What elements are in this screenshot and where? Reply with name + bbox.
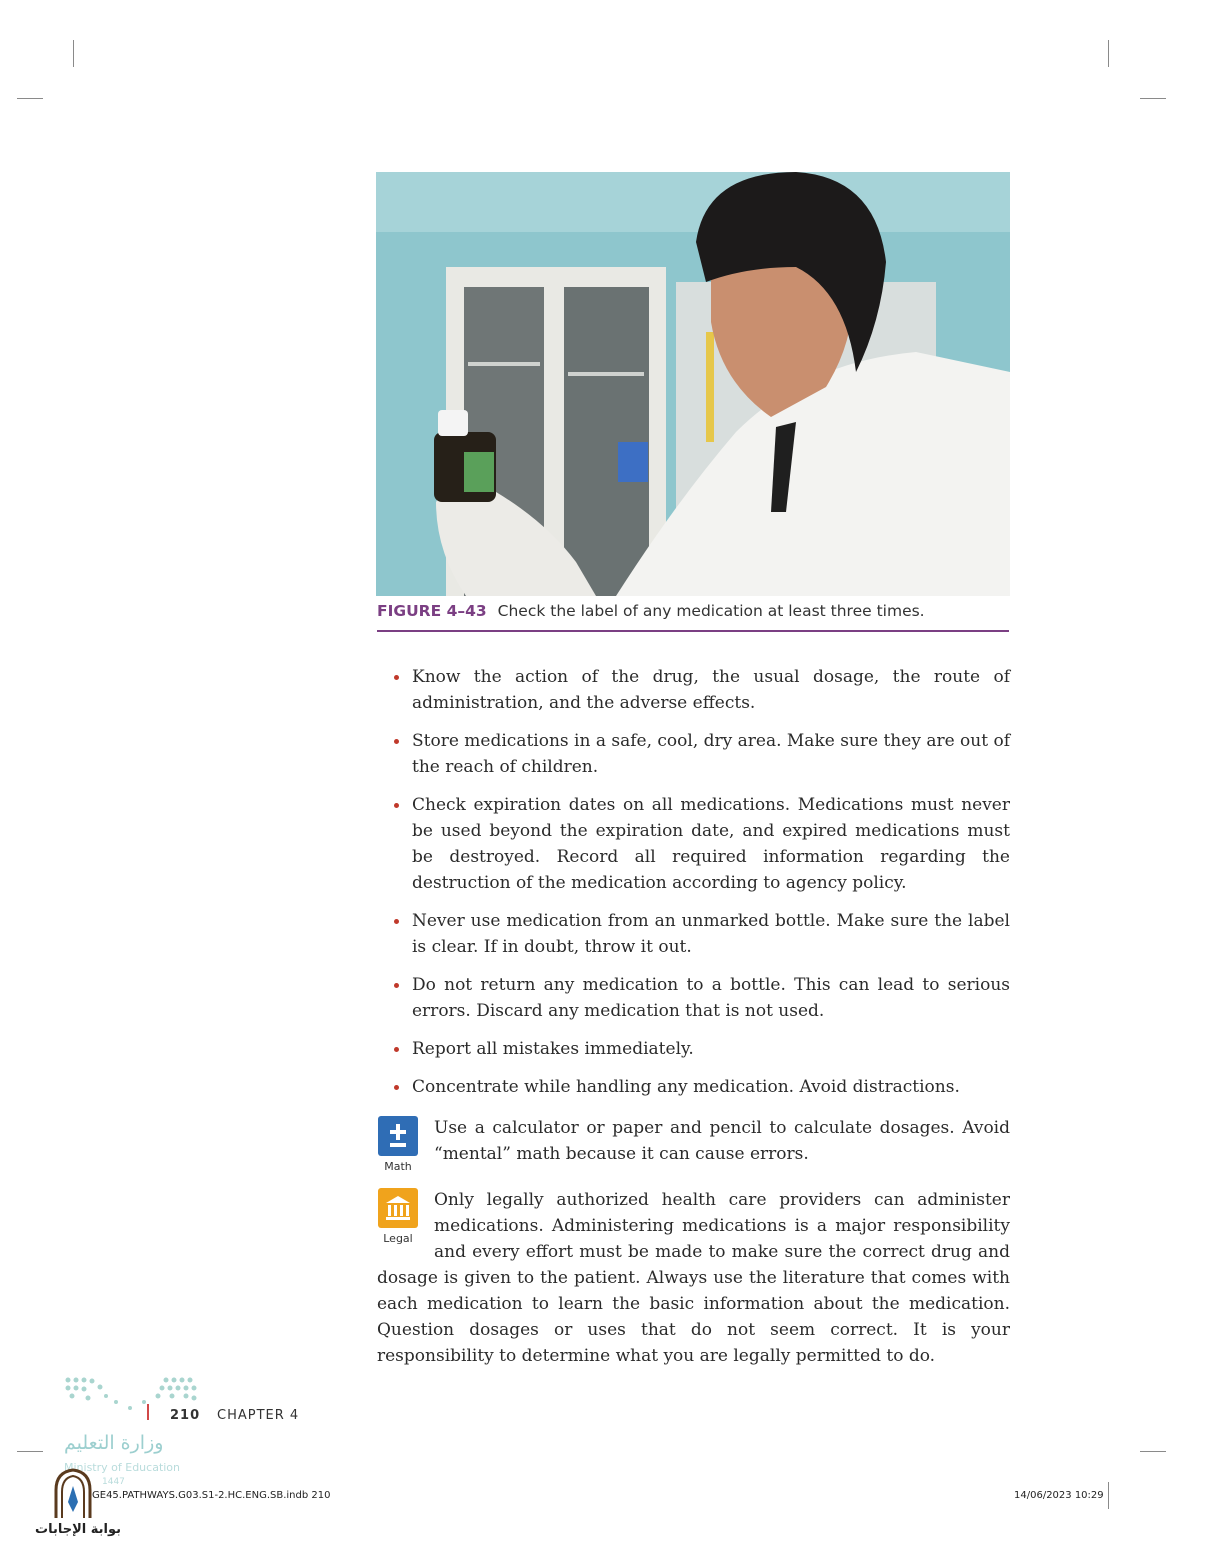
legal-label: Legal — [383, 1232, 413, 1245]
ministry-name-arabic: وزارة التعليم — [64, 1432, 164, 1454]
math-badge — [376, 1116, 420, 1173]
file-slug: GE45.PATHWAYS.G03.S1-2.HC.ENG.SB.indb 210 — [92, 1490, 331, 1501]
bullet-list — [392, 664, 1010, 1112]
math-note-text: Use a calculator or paper and pencil to calculate dosages. Avoid “mental” math because it can cause errors. — [434, 1118, 1010, 1164]
list-item: Check expiration dates on all medications. Medications must never be used beyond the expiration date, and expired medications must be destroyed. Record all required information regarding the destruction of the medication according to agency policy. — [392, 792, 1010, 896]
date-slug: 14/06/2023 10:29 — [1014, 1490, 1104, 1501]
ministry-year: 1447 — [102, 1477, 125, 1487]
crop-mark — [73, 40, 74, 67]
list-item: Do not return any medication to a bottle. This can lead to serious errors. Discard any medication that is not used. — [392, 972, 1010, 1024]
list-item: Know the action of the drug, the usual dosage, the route of administration, and the adverse effects. — [392, 664, 1010, 716]
figure-photo — [376, 172, 1010, 596]
legal-note-body: Only legally authorized health care providers can administer medications. Administering medications is a major responsibility and every effort must be made to make sure the correct drug and dosage is given to the patient. Always use the literature that comes with each medication to learn the basic information about the medication. Question dosages or uses that do not seem correct. It is your responsibility to determine what you are legally permitted to do. — [377, 1190, 1010, 1366]
page-number: 210 — [170, 1408, 201, 1423]
chapter-label: CHAPTER 4 — [217, 1408, 300, 1423]
list-item: Store medications in a safe, cool, dry area. Make sure they are out of the reach of children. — [392, 728, 1010, 780]
crop-mark — [1108, 1482, 1109, 1509]
figure-caption — [377, 602, 1009, 632]
crop-mark — [17, 1451, 43, 1452]
list-item: Concentrate while handling any medication. Avoid distractions. — [392, 1074, 1010, 1100]
list-item: Never use medication from an unmarked bottle. Make sure the label is clear. If in doubt, throw it out. — [392, 908, 1010, 960]
list-item: Report all mistakes immediately. — [392, 1036, 1010, 1062]
math-label: Math — [384, 1160, 412, 1173]
crop-mark — [1140, 1451, 1166, 1452]
crop-mark — [17, 98, 43, 99]
figure-number: FIGURE 4–43 — [377, 602, 487, 620]
legal-note-text — [377, 1187, 1010, 1369]
site-name-arabic: بوابة الإجابات — [35, 1522, 121, 1537]
crop-mark — [1108, 40, 1109, 67]
crop-mark — [1140, 98, 1166, 99]
math-icon — [378, 1116, 418, 1156]
ministry-name-english: Ministry of Education — [64, 1461, 181, 1474]
figure-caption-text: Check the label of any medication at least three times. — [497, 602, 925, 620]
site-logo-icon — [50, 1468, 96, 1520]
